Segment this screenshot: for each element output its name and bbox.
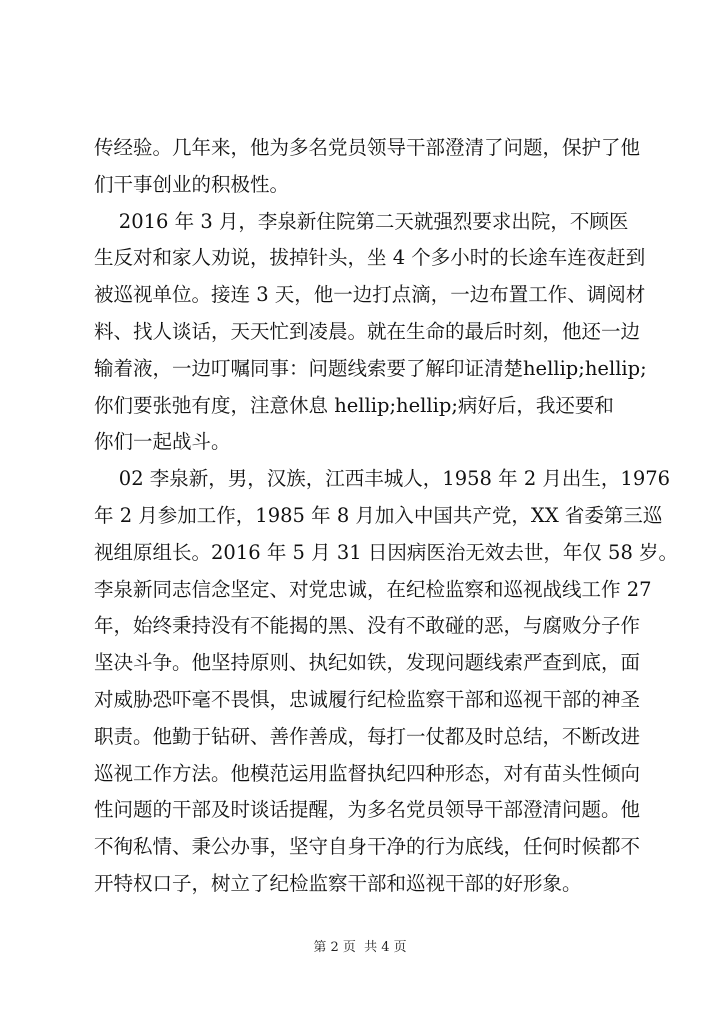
text-line: 们干事创业的积极性。 (94, 172, 290, 196)
document-body (94, 130, 679, 903)
text-line: 传经验。几年来，他为多名党员领导干部澄清了问题，保护了他 (94, 136, 641, 159)
text-line: 开特权口子，树立了纪检监察干部和巡视干部的好形象。 (94, 871, 582, 895)
text-line: 你们要张弛有度，注意休息 hellip;hellip;病好后，我还要和 (94, 393, 614, 417)
paragraph-start-line: 2016 年 3 月，李泉新住院第二天就强烈要求出院，不顾医 (94, 209, 629, 233)
text-line: 对威胁恐吓毫不畏惧，忠诚履行纪检监察干部和巡视干部的神圣 (94, 687, 641, 711)
text-line: 职责。他勤于钻研、善作善成，每打一仗都及时总结，不断改进 (94, 724, 641, 748)
text-line: 李泉新同志信念坚定、对党忠诚，在纪检监察和巡视战线工作 27 (94, 577, 652, 601)
text-line: 料、找人谈话，天天忙到凌晨。就在生命的最后时刻，他还一边 (94, 319, 641, 343)
text-line: 巡视工作方法。他模范运用监督执纪四种形态，对有苗头性倾向 (94, 761, 641, 785)
text-line: 年 2 月参加工作，1985 年 8 月加入中国共产党，XX 省委第三巡 (94, 503, 663, 527)
page-number-label: 第 2 页 共 4 页 (313, 940, 407, 955)
page-footer (0, 936, 720, 955)
text-line: 输着液，一边叮嘱同事：问题线索要了解印证清楚hellip;hellip; (94, 356, 647, 380)
paragraph-start-line: 02 李泉新，男，汉族，江西丰城人，1958 年 2 月出生，1976 (94, 467, 671, 491)
text-line: 被巡视单位。接连 3 天，他一边打点滴，一边布置工作、调阅材 (94, 283, 646, 307)
text-line: 年，始终秉持没有不能揭的黑、没有不敢碰的恶，与腐败分子作 (94, 614, 641, 638)
text-line: 视组原组长。2016 年 5 月 31 日因病医治无效去世，年仅 58 岁。 (94, 540, 679, 564)
text-line: 性问题的干部及时谈话提醒，为多名党员领导干部澄清问题。他 (94, 798, 641, 822)
text-line: 坚决斗争。他坚持原则、执纪如铁，发现问题线索严查到底，面 (94, 651, 641, 675)
text-line: 生反对和家人劝说，拔掉针头，坐 4 个多小时的长途车连夜赶到 (94, 246, 646, 270)
text-line: 你们一起战斗。 (94, 430, 231, 454)
text-line: 不徇私情、秉公办事，坚守自身干净的行为底线，任何时候都不 (94, 835, 641, 859)
